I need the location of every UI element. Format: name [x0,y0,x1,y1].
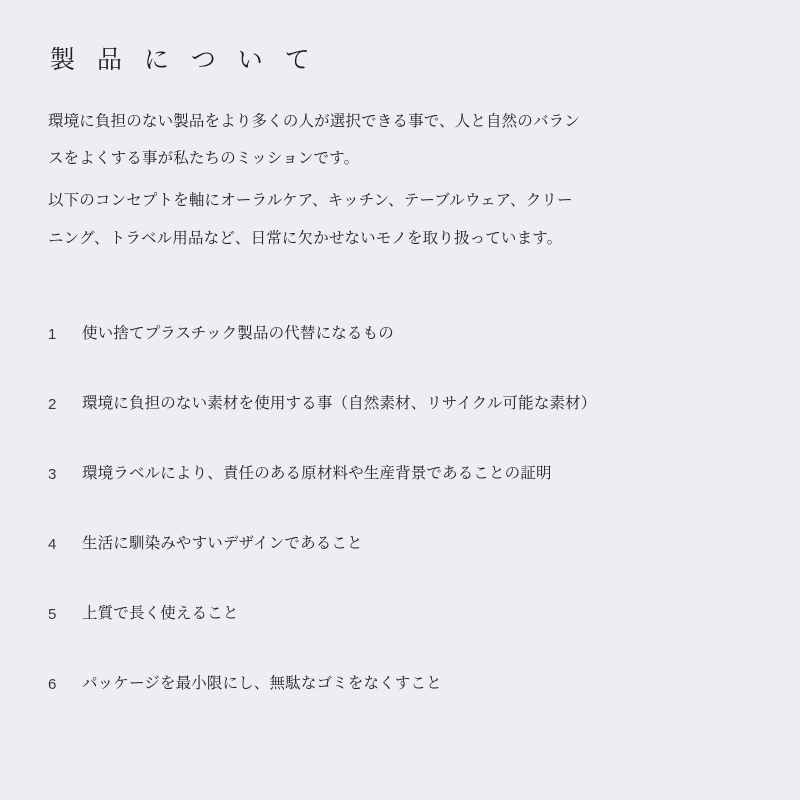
list-item-label: 環境ラベルにより、責任のある原材料や生産背景であることの証明 [82,465,552,483]
intro-paragraph-1-line-2: スをよくする事が私たちのミッションです。 [48,150,360,168]
list-item [48,392,766,417]
concept-list [48,322,766,697]
page-title: 製 品 に つ い て [50,46,318,74]
intro-paragraph-2 [48,182,766,258]
list-item [48,602,766,627]
list-item-label: 上質で長く使えること [82,605,239,623]
list-item-label: 生活に馴染みやすいデザインであること [82,535,363,553]
intro-paragraph-1 [48,103,766,179]
list-item-label: 使い捨てプラスチック製品の代替になるもの [82,325,394,343]
list-item-number: 2 [48,396,57,414]
intro-text-block [48,103,766,259]
intro-paragraph-1-line-1: 環境に負担のない製品をより多くの人が選択できる事で、人と自然のバラン [48,112,580,130]
list-item-number: 3 [48,466,57,484]
intro-paragraph-2-line-1: 以下のコンセプトを軸にオーラルケア、キッチン、テーブルウェア、クリー [48,192,573,210]
list-item-number: 4 [48,536,57,554]
list-item-label: パッケージを最小限にし、無駄なゴミをなくすこと [82,675,442,693]
list-item [48,532,766,557]
list-item-number: 1 [48,326,57,344]
intro-paragraph-2-line-2: ニング、トラベル用品など、日常に欠かせないモノを取り扱っています。 [48,230,563,248]
list-item-label: 環境に負担のない素材を使用する事（自然素材、リサイクル可能な素材） [82,395,597,413]
list-item-number: 5 [48,606,57,624]
list-item-number: 6 [48,676,57,694]
list-item [48,462,766,487]
list-item [48,322,766,347]
list-item [48,672,766,697]
